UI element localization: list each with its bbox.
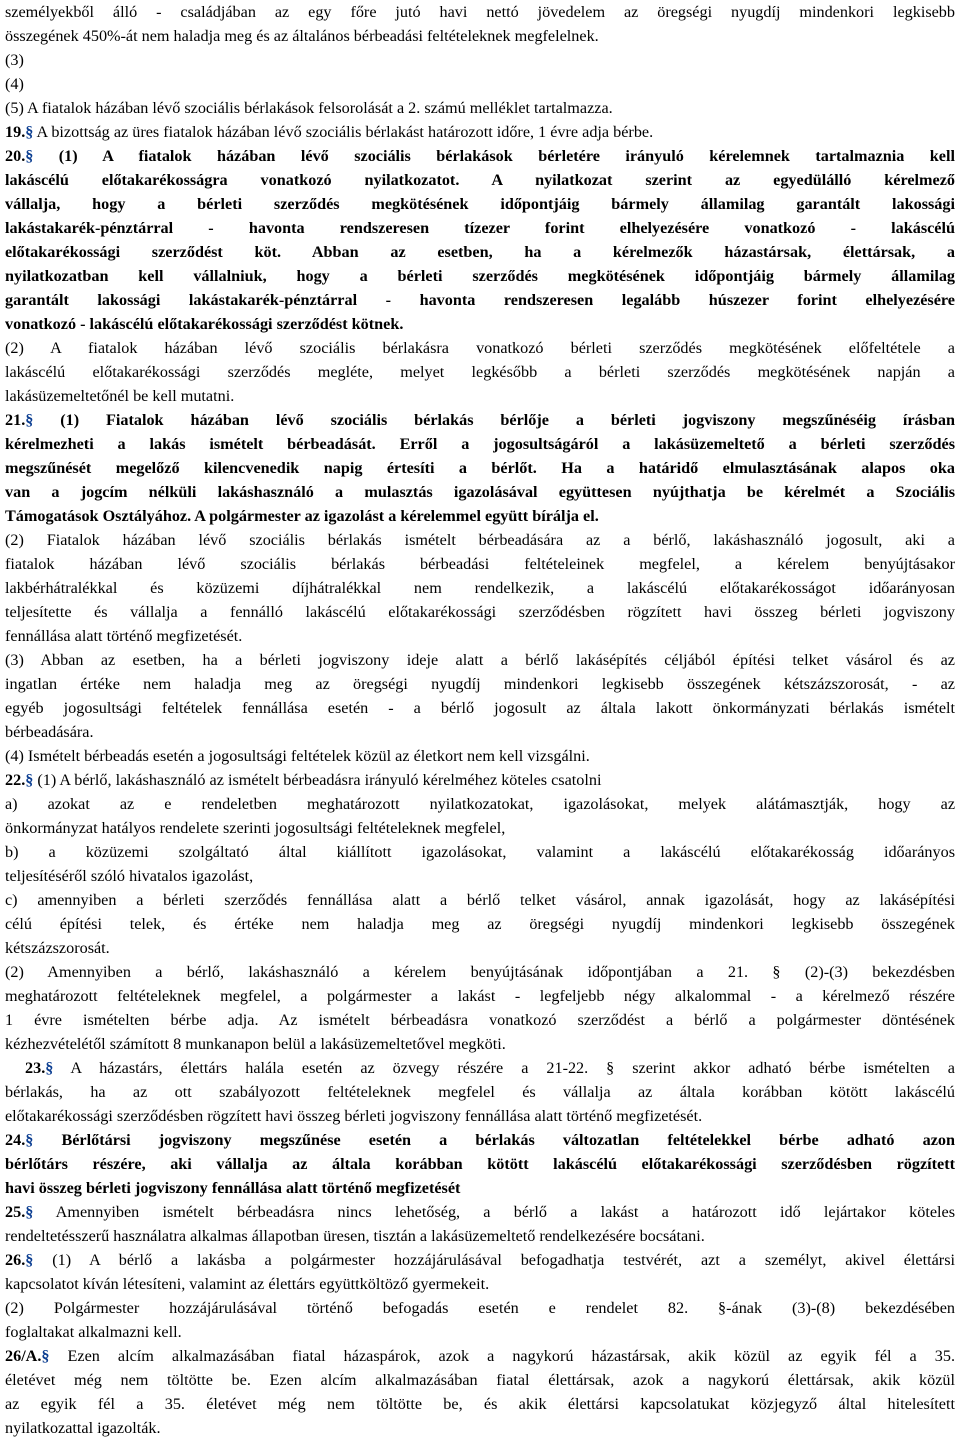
- text-line: [5, 552, 955, 576]
- line-text: havi összeg bérleti jogviszony fennállása alatt történő megfizetését: [5, 1179, 461, 1197]
- line-text: kézhezvételétől számított 8 munkanapon belül a lakásüzemeltetővel megköti.: [5, 1035, 506, 1053]
- line-text: (1) A bérlő a lakásba a polgármester hozzájárulásával befogadhatja testvérét, azt a személyt, akivel élettársi: [33, 1251, 955, 1269]
- text-line: [5, 1416, 955, 1440]
- section-number: 20.: [5, 147, 26, 165]
- text-line: [5, 360, 955, 384]
- text-line: [5, 192, 955, 216]
- text-line: [5, 216, 955, 240]
- text-line: [5, 672, 955, 696]
- text-line: [5, 384, 955, 408]
- section-link[interactable]: §: [25, 1131, 34, 1149]
- text-line: [5, 1176, 955, 1200]
- text-line: [5, 48, 955, 72]
- section-number: 26.: [5, 1251, 26, 1269]
- line-text: megszűnését megelőző kilencvenedik napig értesíti a bérlőt. Ha a határidő elmulasztásának alapos oka: [5, 459, 955, 477]
- line-text: 1 évre ismételten bérbe adja. Az ismételt bérbeadásra vonatkozó szerződést a bérlő a polgármester döntésének: [5, 1011, 955, 1029]
- text-line: [5, 432, 955, 456]
- section-number: 21.: [5, 411, 26, 429]
- text-line: [5, 744, 955, 768]
- text-line: [5, 576, 955, 600]
- line-text: A házastárs, élettárs halála esetén az özvegy részére a 21-22. § szerint akkor adható bérbe ismételten a: [53, 1059, 955, 1077]
- line-text: teljesítette és vállalja a fennálló lakáscélú előtakarékossági szerződésben rögzített havi összeg bérleti jogviszony: [5, 603, 955, 621]
- text-line: [5, 1320, 955, 1344]
- text-line: [5, 864, 955, 888]
- line-text: bérlakás, ha az ott szabályozott feltételeknek megfelel és vállalja az általa korábban kötött lakáscélú: [5, 1083, 955, 1101]
- text-line: [5, 696, 955, 720]
- line-text: garantált lakossági lakástakarék-pénztárral - havonta rendszeresen legalább húszezer forint elhelyezésére: [5, 291, 955, 309]
- line-text: kérelmezheti a lakás ismételt bérbeadását. Erről a jogosultságáról a lakásüzemeltető a bérleti szerződés: [5, 435, 955, 453]
- line-text: (2) Fiatalok házában lévő szociális bérlakás ismételt bérbeadására az a bérlő, lakáshasználó jogosult, aki a: [5, 531, 955, 549]
- line-text: foglaltakat alkalmazni kell.: [5, 1323, 182, 1341]
- text-line: [5, 1032, 955, 1056]
- text-line: [5, 912, 955, 936]
- text-line: [5, 120, 955, 144]
- section-number: 22.: [5, 771, 26, 789]
- section-number: 23.: [25, 1059, 46, 1077]
- text-line: [5, 168, 955, 192]
- line-text: összegének 450%-át nem haladja meg és az általános bérbeadási feltételeknek megfelelnek.: [5, 27, 599, 45]
- text-line: [5, 960, 955, 984]
- text-line: [5, 888, 955, 912]
- line-text: Támogatások Osztályához. A polgármester az igazolást a kérelemmel együtt bírálja el.: [5, 507, 599, 525]
- line-text: (2) A fiatalok házában lévő szociális bérlakásra vonatkozó bérleti szerződés megkötésének előfeltétele a: [5, 339, 955, 357]
- text-line: [5, 1128, 955, 1152]
- line-text: vonatkozó - lakáscélú előtakarékossági szerződést kötnek.: [5, 315, 404, 333]
- line-text: van a jogcím nélküli lakáshasználó a mulasztás igazolásával együttesen nyújthatja be kérelmét a Szociális: [5, 483, 955, 501]
- text-line: [5, 96, 955, 120]
- text-line: [5, 1368, 955, 1392]
- text-line: [5, 1104, 955, 1128]
- section-link[interactable]: §: [45, 1059, 54, 1077]
- line-text: (3) Abban az esetben, ha a bérleti jogviszony ideje alatt a bérlő lakásépítés céljából építési telket vásárol és az: [5, 651, 955, 669]
- line-text: lakásüzemeltetőnél be kell mutatni.: [5, 387, 235, 405]
- line-text: fennállása alatt történő megfizetését.: [5, 627, 243, 645]
- text-line: [5, 480, 955, 504]
- section-number: 24.: [5, 1131, 26, 1149]
- text-line: [5, 312, 955, 336]
- section-link[interactable]: §: [25, 147, 34, 165]
- text-line: [5, 1152, 955, 1176]
- section-link[interactable]: §: [25, 771, 34, 789]
- line-text: kétszázszorosát.: [5, 939, 110, 957]
- line-text: ingatlan értéke nem haladja meg az öregségi nyugdíj mindenkori legkisebb összegének kétszázszorosát, - az: [5, 675, 955, 693]
- text-line: [5, 840, 955, 864]
- line-text: (2) Amennyiben a bérlő, lakáshasználó a kérelem benyújtásának időpontjában a 21. § (2)-(3) bekezdésben: [5, 963, 955, 981]
- line-text: lakáscélú előtakarékossági szerződés megléte, melyet legkésőbb a bérleti szerződés megkötésének napján a: [5, 363, 955, 381]
- text-line: [5, 72, 955, 96]
- text-line: [5, 1224, 955, 1248]
- line-text: lakbérhátralékkal és közüzemi díjhátralékkal nem rendelkezik, a lakáscélú előtakarékosságot időarányosan: [5, 579, 955, 597]
- line-text: (4) Ismételt bérbeadás esetén a jogosultsági feltételek közül az életkort nem kell vizsgálni.: [5, 747, 590, 765]
- line-text: Ezen alcím alkalmazásában fiatal házaspárok, azok a nagykorú házastársak, akik közül az egyik fél a 35.: [49, 1347, 955, 1365]
- text-line: [5, 1080, 955, 1104]
- line-text: önkormányzat hatályos rendelete szerinti jogosultsági feltételeknek megfelel,: [5, 819, 506, 837]
- line-text: célú építési telek, és értéke nem haladja meg az öregségi nyugdíj mindenkori legkisebb összegének: [5, 915, 955, 933]
- text-line: [5, 336, 955, 360]
- text-line: [5, 456, 955, 480]
- line-text: kapcsolatot kíván létesíteni, valamint az élettárs együttköltöző gyermekeit.: [5, 1275, 490, 1293]
- text-line: [5, 1272, 955, 1296]
- line-text: (1) A bérlő, lakáshasználó az ismételt bérbeadásra irányuló kérelméhez köteles csatolni: [33, 771, 602, 789]
- line-text: A bizottság az üres fiatalok házában lévő szociális bérlakást határozott időre, 1 évre adja bérbe.: [33, 123, 654, 141]
- line-text: (1) Fiatalok házában lévő szociális bérlakás bérlője a bérleti jogviszony megszűnéséig írásban: [33, 411, 955, 429]
- line-text: meghatározott feltételeknek megfelel, a polgármester a lakást - legfeljebb négy alkalommal - a kérelmező részére: [5, 987, 955, 1005]
- line-text: előtakarékossági szerződést köt. Abban az esetben, ha a kérelmezők házastársak, élettársak, a: [5, 243, 955, 261]
- line-text: lakástakarék-pénztárral - havonta rendszeresen tízezer forint elhelyezésére vonatkozó - lakáscélú: [5, 219, 955, 237]
- line-text: Amennyiben ismételt bérbeadásra nincs lehetőség, a bérlő a lakást a határozott idő lejártakor köteles: [33, 1203, 955, 1221]
- line-text: rendeltetésszerű használatra alkalmas állapotban üresen, tisztán a lakásüzemeltető rendelkezésére bocsátani.: [5, 1227, 705, 1245]
- text-line: [5, 600, 955, 624]
- text-line: [5, 792, 955, 816]
- text-line: [5, 408, 955, 432]
- text-line: [5, 816, 955, 840]
- text-line: [5, 528, 955, 552]
- text-line: [5, 984, 955, 1008]
- line-text: (2) Polgármester hozzájárulásával történő befogadás esetén e rendelet 82. §-ának (3)-(8) bekezdésében: [5, 1299, 955, 1317]
- line-text: lakáscélú előtakarékosságra vonatkozó nyilatkozatot. A nyilatkozat szerint az egyedülálló kérelmező: [5, 171, 955, 189]
- line-text: egyéb jogosultsági feltételek fennállása esetén - a bérlő jogosult az általa lakott önkormányzati bérlakás ismételt: [5, 699, 955, 717]
- line-text: (5) A fiatalok házában lévő szociális bérlakások felsorolását a 2. számú melléklet tartalmazza.: [5, 99, 613, 117]
- text-line: [5, 24, 955, 48]
- text-line: [5, 1248, 955, 1272]
- text-line: [5, 1008, 955, 1032]
- line-text: előtakarékossági szerződésben rögzített havi összeg bérleti jogviszony fennállása alatt történő megfizetését.: [5, 1107, 703, 1125]
- line-text: c) amennyiben a bérleti szerződés fennállása alatt a bérlő telket vásárol, annak igazolását, hogy az lakásépítési: [5, 891, 955, 909]
- text-line: [5, 504, 955, 528]
- section-number: 19.: [5, 123, 26, 141]
- line-text: (3): [5, 51, 24, 69]
- section-number: 25.: [5, 1203, 26, 1221]
- line-text: (4): [5, 75, 24, 93]
- text-line: [5, 936, 955, 960]
- line-text: bérlőtárs részére, aki vállalja az általa korábban kötött lakáscélú előtakarékossági szerződésben rögzített: [5, 1155, 955, 1173]
- section-link[interactable]: §: [25, 1203, 34, 1221]
- text-line: [5, 720, 955, 744]
- line-text: Bérlőtársi jogviszony megszűnése esetén a bérlakás változatlan feltételekkel bérbe adható azon: [33, 1131, 955, 1149]
- section-link[interactable]: §: [41, 1347, 50, 1365]
- text-line: [5, 1344, 955, 1368]
- line-text: vállalja, hogy a bérleti szerződés megkötésének időpontjáig bármely államilag garantált lakossági: [5, 195, 955, 213]
- text-line: [5, 1056, 955, 1080]
- line-text: az egyik fél a 35. életévet még nem töltötte be, és akik élettársi kapcsolatukat közjegyző által hitelesített: [5, 1395, 955, 1413]
- section-link[interactable]: §: [25, 411, 34, 429]
- text-line: [5, 624, 955, 648]
- line-text: b) a közüzemi szolgáltató által kiállított igazolásokat, valamint a lakáscélú előtakarékosság időarányos: [5, 843, 955, 861]
- text-line: [5, 1296, 955, 1320]
- line-text: személyekből álló - családjában az egy főre jutó havi nettó jövedelem az öregségi nyugdíj mindenkori legkisebb: [5, 3, 955, 21]
- line-text: nyilatkozatban kell vállalniuk, hogy a bérleti szerződés megkötésének időpontjáig bármely államilag: [5, 267, 955, 285]
- text-line: [5, 240, 955, 264]
- line-text: (1) A fiatalok házában lévő szociális bérlakások bérletére irányuló kérelemnek tartalmaznia kell: [33, 147, 955, 165]
- text-line: [5, 648, 955, 672]
- line-text: bérbeadására.: [5, 723, 94, 741]
- line-text: a) azokat az e rendeletben meghatározott nyilatkozatokat, igazolásokat, melyek alátámasztják, hogy az: [5, 795, 955, 813]
- text-line: [5, 768, 955, 792]
- text-line: [5, 0, 955, 24]
- line-text: fiatalok házában lévő szociális bérlakás bérbeadási feltételeinek megfelel, a kérelem benyújtásakor: [5, 555, 955, 573]
- line-text: teljesítéséről szóló hivatalos igazolást,: [5, 867, 254, 885]
- text-line: [5, 144, 955, 168]
- text-line: [5, 1200, 955, 1224]
- text-line: [5, 264, 955, 288]
- line-text: életévet még nem töltötte be. Ezen alcím alkalmazásában fiatal élettársak, azok a nagykorú élettársak, akik közül: [5, 1371, 955, 1389]
- section-link[interactable]: §: [25, 123, 34, 141]
- section-number: 26/A.: [5, 1347, 42, 1365]
- text-line: [5, 288, 955, 312]
- section-link[interactable]: §: [25, 1251, 34, 1269]
- text-line: [5, 1392, 955, 1416]
- line-text: nyilatkozattal igazolták.: [5, 1419, 161, 1437]
